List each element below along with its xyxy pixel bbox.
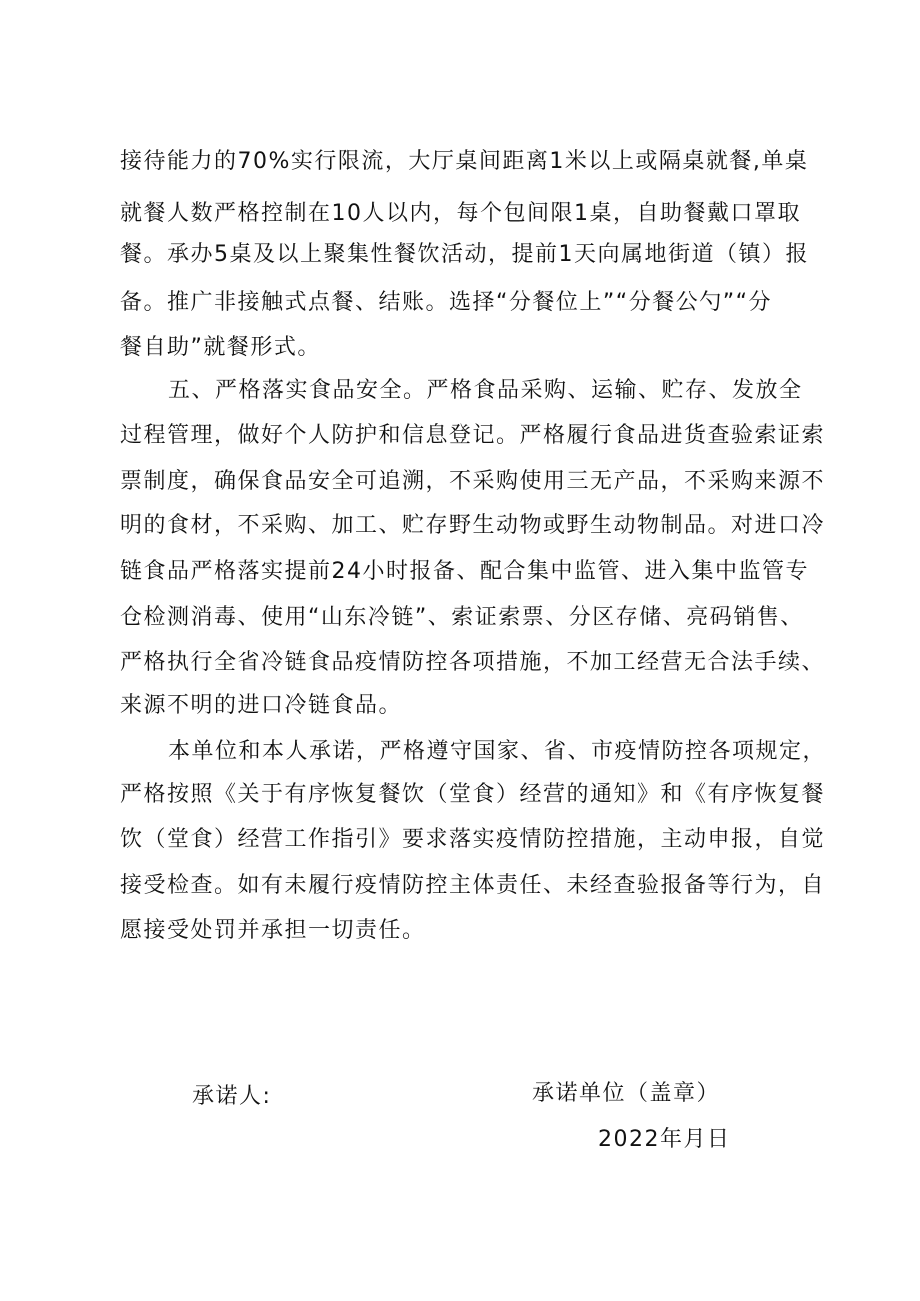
text-line: 严格按照《关于有序恢复餐饮（堂食）经营的通知》和《有序恢复餐 [120, 782, 826, 807]
text-line: 餐。承办5桌及以上聚集性餐饮活动，提前1天向属地街道（镇）报 [120, 242, 809, 267]
text-line: 过程管理，做好个人防护和信息登记。严格履行食品进货查验索证索 [120, 423, 826, 448]
text-line: 仓检测消毒、使用“山东冷链”、索证索票、分区存储、亮码销售、 [120, 605, 804, 630]
text-line: 接待能力的70%实行限流，大厅桌间距离1米以上或隔桌就餐,单桌 [120, 149, 809, 174]
text-line: 链食品严格落实提前24小时报备、配合集中监管、进入集中监管专 [120, 559, 809, 584]
text-line: 愿接受处罚并承担一切责任。 [120, 918, 426, 943]
promisor-label: 承诺人: [192, 1084, 272, 1109]
text-line: 明的食材，不采购、加工、贮存野生动物或野生动物制品。对进口冷 [120, 513, 826, 538]
text-line: 备。推广非接触式点餐、结账。选择“分餐位上”“分餐公勺”“分 [120, 290, 772, 315]
text-line: 饮（堂食）经营工作指引》要求落实疫情防控措施，主动申报，自觉 [120, 827, 826, 852]
text-line: 严格执行全省冷链食品疫情防控各项措施，不加工经营无合法手续、 [120, 650, 826, 675]
text-line: 就餐人数严格控制在10人以内，每个包间限1桌，自助餐戴口罩取 [120, 201, 801, 226]
text-line: 来源不明的进口冷链食品。 [120, 693, 403, 718]
text-line: 餐自助”就餐形式。 [120, 335, 321, 360]
text-line: 本单位和本人承诺，严格遵守国家、省、市疫情防控各项规定， [168, 739, 827, 764]
text-line: 票制度，确保食品安全可追溯，不采购使用三无产品，不采购来源不 [120, 469, 826, 494]
section-heading-line: 五、严格落实食品安全。严格食品采购、运输、贮存、发放全 [168, 378, 803, 403]
signature-date: 2022年月日 [598, 1127, 731, 1152]
promising-unit-seal-label: 承诺单位（盖章） [532, 1081, 721, 1106]
text-line: 接受检查。如有未履行疫情防控主体责任、未经查验报备等行为，自 [120, 873, 826, 898]
